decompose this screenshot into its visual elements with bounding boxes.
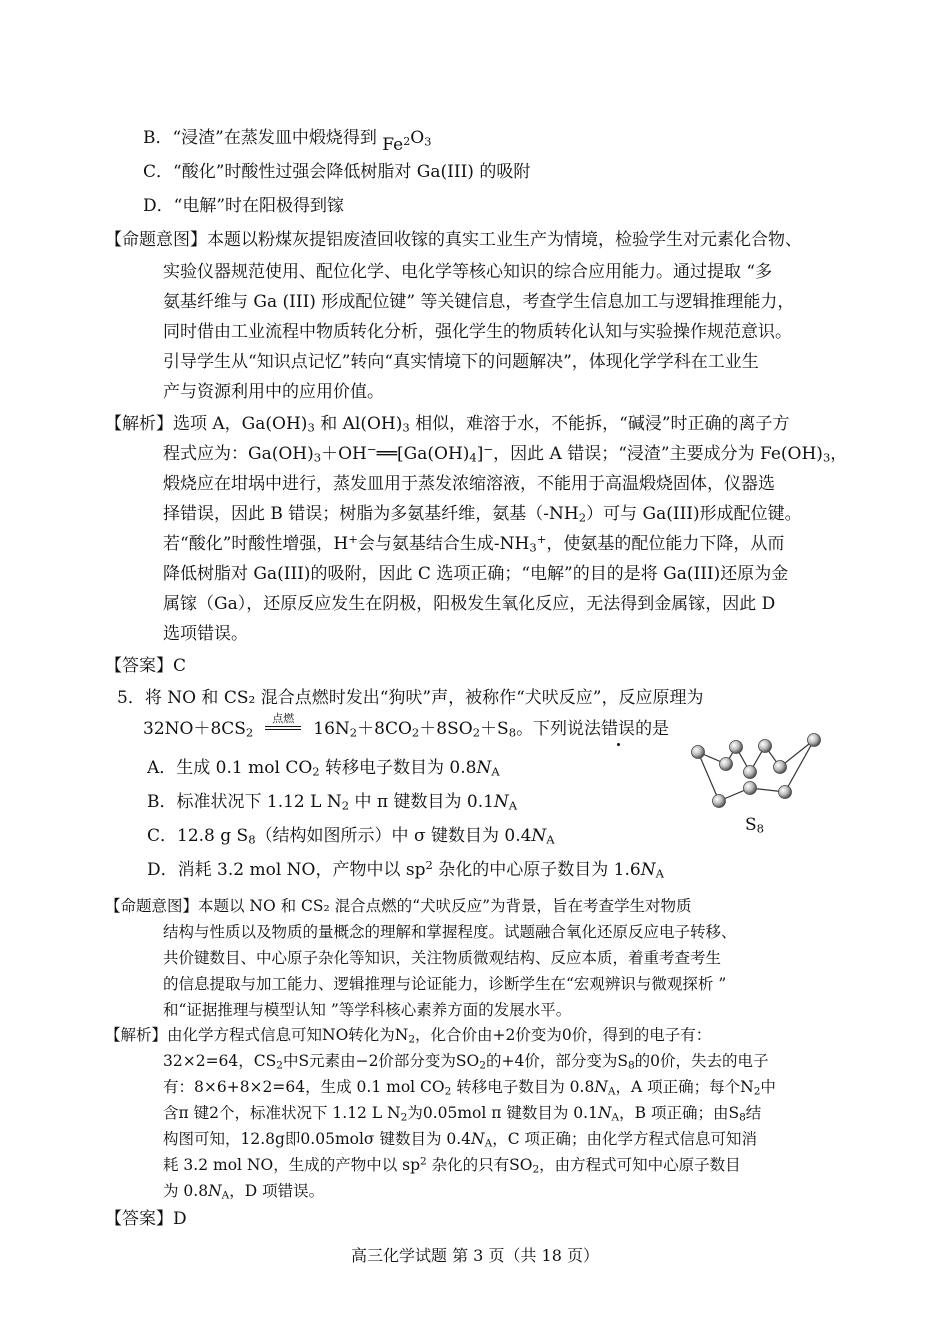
sulfur-atom	[744, 766, 757, 779]
reaction-condition: 点燃	[263, 718, 303, 736]
intent-line: 【命题意图】本题以 NO 和 CS₂ 混合点燃的“犬吠反应”为背景，旨在考查学生对物质	[105, 897, 692, 915]
q4-option-b: B．“浸渣”在蒸发皿中煅烧得到 $Fe2O_3$	[143, 128, 432, 155]
q5-answer: 【答案】D	[105, 1209, 187, 1229]
sulfur-atom	[720, 758, 733, 771]
q5-stem: 5．将 NO 和 CS₂ 混合点燃时发出“狗吠”声，被称作“犬吠反应”，反应原理为	[117, 688, 704, 708]
intent-line: 同时借由工业流程中物质转化分析，强化学生的物质转化认知与实验操作规范意识。	[163, 322, 792, 342]
intent-line: 结构与性质以及物质的量概念的理解和掌握程度。试题融合氧化还原反应电子转移、	[163, 923, 737, 941]
intent-line: 产与资源利用中的应用价值。	[163, 382, 384, 402]
sulfur-atom	[774, 761, 787, 774]
intent-line: 氨基纤维与 Ga (III) 形成配位键” 等关键信息，考查学生信息加工与逻辑推理能力，	[163, 292, 795, 312]
q5-option-d: D．消耗 3.2 mol NO，产物中以 $sp^2$ 杂化的中心原子数目为 $1.6N_A$	[147, 858, 664, 881]
sulfur-atom	[779, 786, 792, 799]
sulfur-atom	[692, 746, 705, 759]
sulfur-atom	[759, 740, 772, 753]
emphasis-text: 错误	[601, 719, 636, 739]
q4-option-c: C．“酸化”时酸性过强会降低树脂对 Ga(III) 的吸附	[143, 162, 531, 182]
q4-answer: 【答案】C	[105, 656, 187, 676]
q5-option-c: C．12.8 g $S_8$（结构如图所示）中 σ 键数目为 $0.4N_A$	[147, 826, 555, 847]
s8-atoms	[692, 734, 821, 808]
analysis-line: 降低树脂对 Ga(III)的吸附，因此 C 选项正确；“电解”的目的是将 Ga(III)还原为金	[163, 564, 789, 584]
analysis-line: 若“酸化”时酸性增强，H+会与氨基结合生成$-NH_3^+$，使氨基的配位能力下降，从而	[163, 532, 785, 555]
analysis-line: 属镓（Ga），还原反应发生在阴极，阳极发生氧化反应，无法得到金属镓，因此 D	[163, 594, 776, 614]
sulfur-atom	[744, 782, 757, 795]
sulfur-atom	[713, 795, 726, 808]
sulfur-atom	[730, 741, 743, 754]
analysis-line: 有：8×6+8×2=64，生成 0.1 mol $CO_2$ 转移电子数目为 $0.8N_A$，A 项正确；每个$N_2$中	[163, 1078, 776, 1098]
analysis-line: 程式应为：$Ga(OH)_3+OH^-══[Ga(OH)_4]^-$，因此 A 错误；“浸渣”主要成分为 $Fe(OH)_3$，	[163, 442, 848, 465]
analysis-line: 为 $0.8N_A$，D 项错误。	[163, 1182, 325, 1202]
analysis-line: 选项错误。	[163, 624, 248, 644]
analysis-line: 构图可知，12.8g即0.05molσ 键数目为 $0.4N_A$，C 项正确；由化学方程式信息可知消	[163, 1130, 757, 1150]
analysis-line: 耗 3.2 mol NO，生成的产物中以 $sp^2$ 杂化的只有$SO_2$，由方程式可知中心原子数目	[163, 1155, 741, 1176]
s8-figure-label: $S_8$	[745, 815, 765, 836]
sulfur-atom	[808, 734, 821, 747]
page-footer: 高三化学试题 第 3 页（共 18 页）	[351, 1246, 599, 1265]
intent-line: 共价键数目、中心原子杂化等知识，关注物质微观结构、反应本质，着重考查考生	[163, 949, 722, 967]
analysis-line: 【解析】由化学方程式信息可知NO转化为$N_2$，化合价由+2价变为0价，得到的电子有：	[105, 1026, 712, 1046]
q5-option-b: B．标准状况下 1.12 L $N_2$ 中 π 键数目为 $0.1N_A$	[147, 792, 518, 813]
intent-line: 和“证据推理与模型认知 ”等学科核心素养方面的发展水平。	[163, 1001, 572, 1019]
intent-line: 【命题意图】本题以粉煤灰提铝废渣回收镓的真实工业生产为情境，检验学生对元素化合物、	[105, 230, 802, 250]
analysis-line: 含π 键2个，标准状况下 1.12 L $N_2$为0.05mol π 键数目为 $0.1N_A$，B 项正确；由$S_8$结	[163, 1104, 762, 1124]
analysis-line: 煅烧应在坩埚中进行，蒸发皿用于蒸发浓缩溶液，不能用于高温煅烧固体，仪器选	[163, 474, 775, 494]
analysis-line: 择错误，因此 B 错误；树脂为多氨基纤维，氨基$(-NH_2)$可与 Ga(III)形成配位键。	[163, 504, 802, 525]
intent-line: 的信息提取与加工能力、逻辑推理与论证能力，诊断学生在“宏观辨识与微观探析 ”	[163, 975, 727, 993]
q5-equation: $32NO+8CS_2$ 点燃 $16N_2+8CO_2+8SO_2+S_8$。下列说法错误的是	[143, 712, 670, 740]
analysis-line: 32×2=64，$CS_2$中S元素由−2价部分变为$SO_2$的+4价，部分变为$S_8$的0价，失去的电子	[163, 1052, 769, 1072]
intent-line: 引导学生从“知识点记忆”转向“真实情境下的问题解决”，体现化学学科在工业生	[163, 352, 759, 372]
q5-option-a: A．生成 0.1 mol $CO_2$ 转移电子数目为 $0.8N_A$	[147, 758, 500, 779]
analysis-line: 【解析】选项 A，$Ga(OH)_3$ 和 $Al(OH)_3$ 相似，难溶于水，不能拆，“碱浸”时正确的离子方	[105, 414, 790, 435]
q4-option-d: D．“电解”时在阳极得到镓	[143, 196, 345, 216]
intent-line: 实验仪器规范使用、配位化学、电化学等核心知识的综合应用能力。通过提取 “多	[163, 262, 773, 282]
